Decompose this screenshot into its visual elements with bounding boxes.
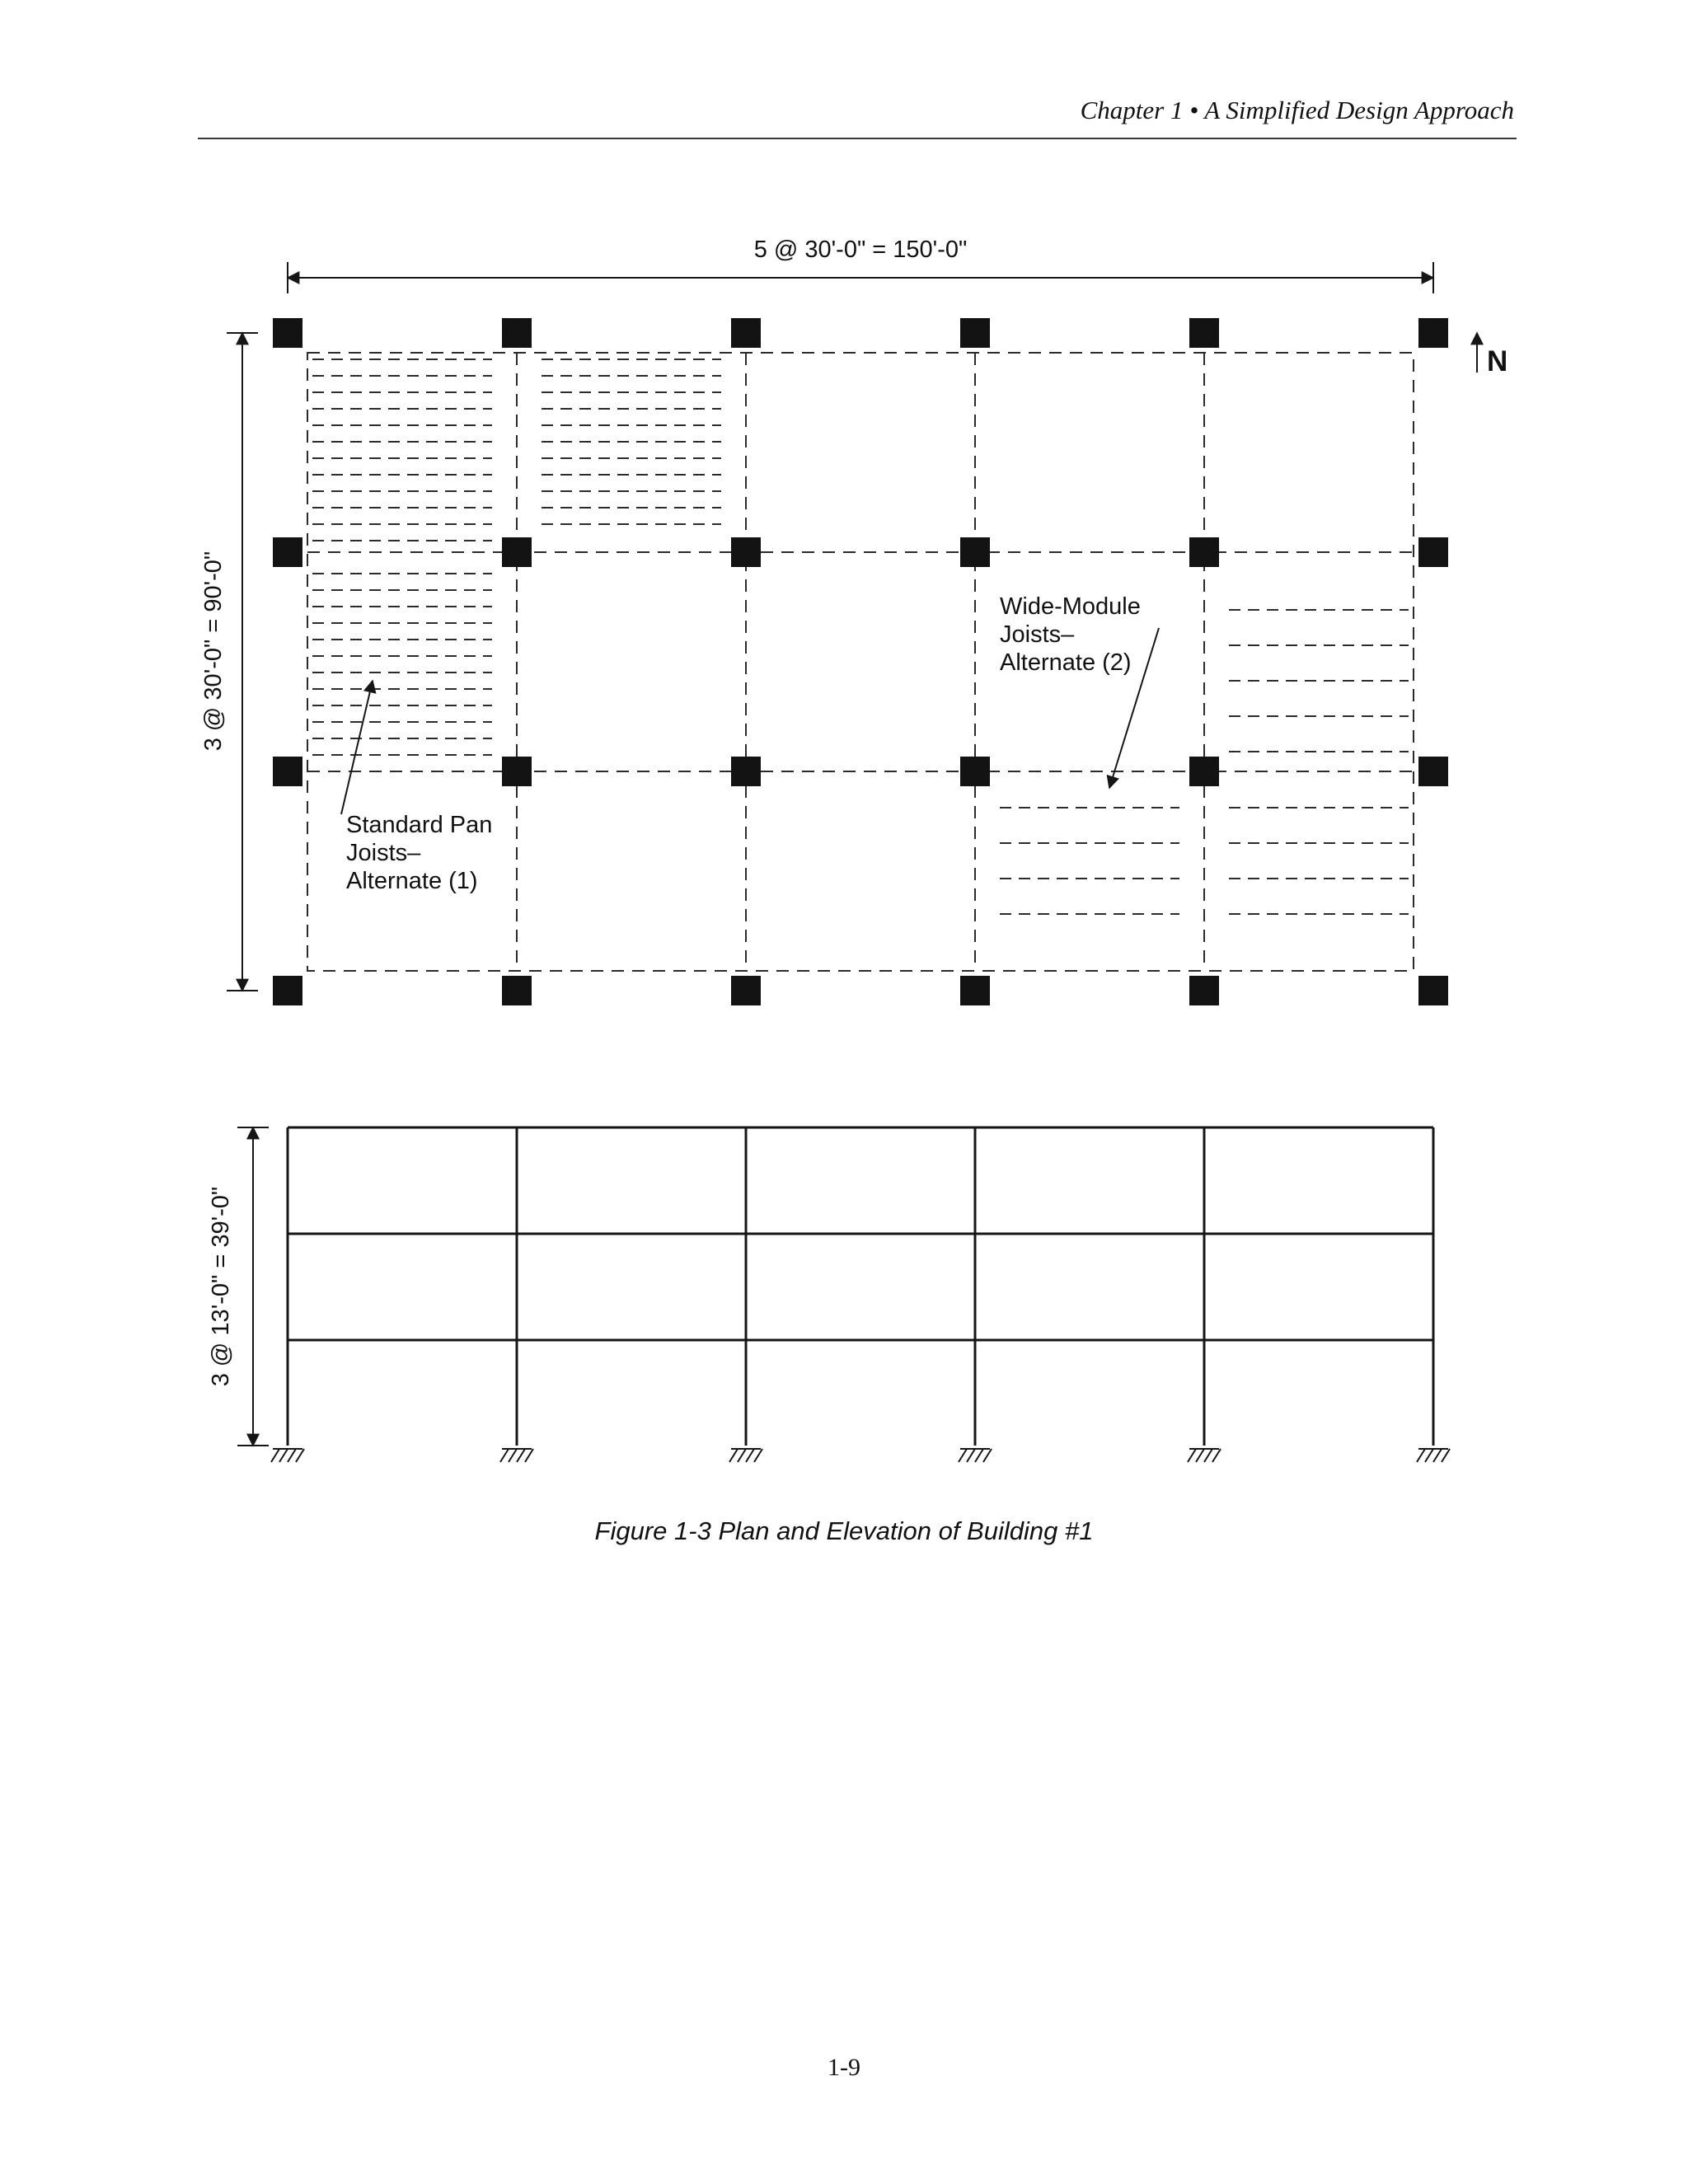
standard-pan-label-line3: Alternate (1) [346,868,478,894]
plan-column [960,757,990,786]
plan-column [502,976,532,1005]
plan-column [1418,976,1448,1005]
plan-top-dimension [288,237,1433,293]
wide-module-annotation [1000,593,1159,788]
plan-column [502,537,532,567]
plan-column [273,976,302,1005]
plan-column [502,318,532,348]
standard-pan-leader-arrow [341,681,373,814]
plan-column [1189,318,1219,348]
plan-column [731,757,761,786]
elevation-frame [271,1127,1450,1462]
plan-left-dimension-label: 3 @ 30'-0" = 90'-0" [200,551,227,752]
plan-column [1189,757,1219,786]
standard-pan-annotation [341,681,492,894]
wide-module-label-line3: Alternate (2) [1000,649,1132,676]
page-number: 1-9 [828,2054,860,2081]
elevation-dimension-label: 3 @ 13'-0" = 39'-0" [208,1186,234,1387]
plan-column [1418,318,1448,348]
plan-top-dimension-label: 5 @ 30'-0" = 150'-0" [753,237,968,263]
plan-column [731,318,761,348]
plan-column [960,318,990,348]
plan-column [273,537,302,567]
plan-column [273,318,302,348]
plan-column [1189,537,1219,567]
standard-pan-label-line2: Joists– [346,840,421,866]
standard-pan-label-line1: Standard Pan [346,812,493,838]
plan-column [273,757,302,786]
wide-module-label-line1: Wide-Module [1000,593,1141,620]
plan-column [960,537,990,567]
elevation-left-dimension [208,1127,269,1446]
plan-column [1418,537,1448,567]
plan-column [731,537,761,567]
wide-module-label-line2: Joists– [1000,621,1075,648]
plan-column [731,976,761,1005]
chapter-header: Chapter 1 • A Simplified Design Approach [1080,96,1514,124]
plan-column [502,757,532,786]
plan-column [1418,757,1448,786]
north-arrow [1477,333,1507,377]
plan-column-squares [273,318,1448,1005]
plan-left-dimension [200,333,258,991]
plan-column [1189,976,1219,1005]
plan-column [960,976,990,1005]
figure-caption: Figure 1-3 Plan and Elevation of Building #1 [594,1516,1094,1545]
north-label: N [1487,345,1508,377]
